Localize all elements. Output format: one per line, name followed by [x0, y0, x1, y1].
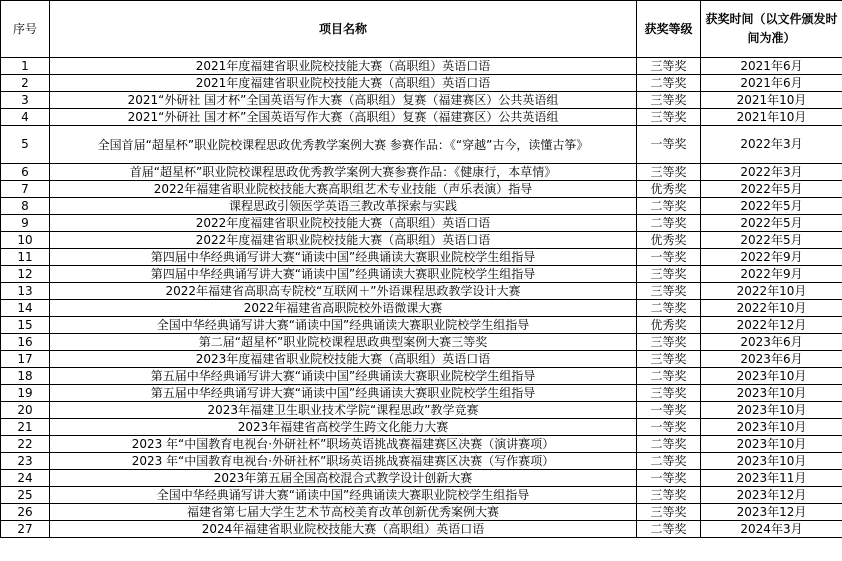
- row-date: 2023年12月: [701, 504, 842, 521]
- row-date: 2023年6月: [701, 334, 842, 351]
- row-date: 2022年12月: [701, 317, 842, 334]
- row-date: 2021年10月: [701, 109, 842, 126]
- table-row: [1, 266, 842, 283]
- table-row: [1, 453, 842, 470]
- row-level: 三等奖: [637, 504, 701, 521]
- row-date: 2022年5月: [701, 232, 842, 249]
- row-index: 6: [1, 164, 50, 181]
- row-index: 12: [1, 266, 50, 283]
- row-project: 全国中华经典诵写讲大赛“诵读中国”经典诵读大赛职业院校学生组指导: [50, 487, 637, 504]
- row-project: 第五届中华经典诵写讲大赛“诵读中国”经典诵读大赛职业院校学生组指导: [50, 368, 637, 385]
- table-row: [1, 198, 842, 215]
- row-index: 23: [1, 453, 50, 470]
- row-project: 2023年福建卫生职业技术学院“课程思政”教学竞赛: [50, 402, 637, 419]
- row-project: 2023年第五届全国高校混合式教学设计创新大赛: [50, 470, 637, 487]
- row-date: 2023年11月: [701, 470, 842, 487]
- row-level: 二等奖: [637, 75, 701, 92]
- header-index: 序号: [1, 1, 50, 58]
- table-row: [1, 126, 842, 164]
- row-date: 2024年3月: [701, 521, 842, 538]
- row-index: 11: [1, 249, 50, 266]
- row-project: 全国首届“超星杯”职业院校课程思政优秀教学案例大赛 参赛作品：《“穿越”古今，读懂古筝》: [50, 126, 637, 164]
- table-row: [1, 249, 842, 266]
- row-index: 1: [1, 58, 50, 75]
- row-project: 2024年福建省职业院校技能大赛（高职组）英语口语: [50, 521, 637, 538]
- table-row: [1, 504, 842, 521]
- row-date: 2023年10月: [701, 419, 842, 436]
- row-level: 三等奖: [637, 385, 701, 402]
- table-row: [1, 215, 842, 232]
- row-index: 14: [1, 300, 50, 317]
- row-project: 2023年福建省高校学生跨文化能力大赛: [50, 419, 637, 436]
- table-row: [1, 92, 842, 109]
- header-level: 获奖等级: [637, 1, 701, 58]
- row-project: 2021“外研社 国才杯”全国英语写作大赛（高职组）复赛（福建赛区）公共英语组: [50, 92, 637, 109]
- row-level: 三等奖: [637, 58, 701, 75]
- table-row: [1, 109, 842, 126]
- row-index: 26: [1, 504, 50, 521]
- table-row: [1, 521, 842, 538]
- row-date: 2022年3月: [701, 164, 842, 181]
- table-body: [1, 58, 842, 538]
- table-row: [1, 419, 842, 436]
- row-date: 2022年10月: [701, 300, 842, 317]
- row-date: 2022年9月: [701, 266, 842, 283]
- row-level: 二等奖: [637, 453, 701, 470]
- row-index: 8: [1, 198, 50, 215]
- row-date: 2021年6月: [701, 58, 842, 75]
- row-date: 2022年5月: [701, 215, 842, 232]
- table-row: [1, 402, 842, 419]
- table-row: [1, 436, 842, 453]
- row-level: 二等奖: [637, 436, 701, 453]
- table-row: [1, 368, 842, 385]
- row-level: 二等奖: [637, 198, 701, 215]
- row-index: 25: [1, 487, 50, 504]
- table-row: [1, 351, 842, 368]
- row-project: 2023年度福建省职业院校技能大赛（高职组）英语口语: [50, 351, 637, 368]
- row-date: 2022年9月: [701, 249, 842, 266]
- table-row: [1, 58, 842, 75]
- row-project: 2022年福建省高职高专院校“互联网＋”外语课程思政教学设计大赛: [50, 283, 637, 300]
- row-index: 2: [1, 75, 50, 92]
- table-row: [1, 75, 842, 92]
- row-index: 10: [1, 232, 50, 249]
- row-index: 27: [1, 521, 50, 538]
- table-row: [1, 300, 842, 317]
- row-level: 优秀奖: [637, 317, 701, 334]
- table-row: [1, 283, 842, 300]
- row-date: 2023年10月: [701, 436, 842, 453]
- table-row: [1, 487, 842, 504]
- row-index: 13: [1, 283, 50, 300]
- row-project: 2023 年“中国教育电视台·外研社杯”职场英语挑战赛福建赛区决赛（演讲赛项）: [50, 436, 637, 453]
- row-project: 2023 年“中国教育电视台·外研社杯”职场英语挑战赛福建赛区决赛（写作赛项）: [50, 453, 637, 470]
- row-date: 2021年6月: [701, 75, 842, 92]
- row-index: 5: [1, 126, 50, 164]
- row-index: 24: [1, 470, 50, 487]
- row-level: 三等奖: [637, 351, 701, 368]
- row-project: 2022年度福建省职业院校技能大赛（高职组）英语口语: [50, 215, 637, 232]
- row-level: 一等奖: [637, 126, 701, 164]
- row-level: 一等奖: [637, 402, 701, 419]
- row-index: 15: [1, 317, 50, 334]
- row-project: 首届“超星杯”职业院校课程思政优秀教学案例大赛参赛作品：《健康行，本草情》: [50, 164, 637, 181]
- row-project: 第二届“超星杯”职业院校课程思政典型案例大赛三等奖: [50, 334, 637, 351]
- row-index: 16: [1, 334, 50, 351]
- row-project: 第四届中华经典诵写讲大赛“诵读中国”经典诵读大赛职业院校学生组指导: [50, 266, 637, 283]
- row-index: 3: [1, 92, 50, 109]
- row-project: 第五届中华经典诵写讲大赛“诵读中国”经典诵读大赛职业院校学生组指导: [50, 385, 637, 402]
- row-date: 2022年10月: [701, 283, 842, 300]
- row-level: 三等奖: [637, 164, 701, 181]
- row-level: 三等奖: [637, 266, 701, 283]
- row-date: 2022年3月: [701, 126, 842, 164]
- row-level: 一等奖: [637, 470, 701, 487]
- row-project: 2021“外研社 国才杯”全国英语写作大赛（高职组）复赛（福建赛区）公共英语组: [50, 109, 637, 126]
- row-project: 全国中华经典诵写讲大赛“诵读中国”经典诵读大赛职业院校学生组指导: [50, 317, 637, 334]
- row-project: 课程思政引领医学英语三教改革探索与实践: [50, 198, 637, 215]
- row-date: 2022年5月: [701, 198, 842, 215]
- row-date: 2023年10月: [701, 385, 842, 402]
- row-level: 二等奖: [637, 215, 701, 232]
- row-level: 三等奖: [637, 487, 701, 504]
- table-row: [1, 317, 842, 334]
- row-project: 2021年度福建省职业院校技能大赛（高职组）英语口语: [50, 58, 637, 75]
- row-date: 2022年5月: [701, 181, 842, 198]
- row-index: 4: [1, 109, 50, 126]
- row-level: 二等奖: [637, 521, 701, 538]
- row-index: 22: [1, 436, 50, 453]
- row-index: 21: [1, 419, 50, 436]
- row-level: 一等奖: [637, 419, 701, 436]
- row-project: 福建省第七届大学生艺术节高校美育改革创新优秀案例大赛: [50, 504, 637, 521]
- row-level: 三等奖: [637, 109, 701, 126]
- row-level: 优秀奖: [637, 181, 701, 198]
- row-level: 三等奖: [637, 334, 701, 351]
- row-project: 2021年度福建省职业院校技能大赛（高职组）英语口语: [50, 75, 637, 92]
- row-level: 二等奖: [637, 368, 701, 385]
- row-date: 2023年12月: [701, 487, 842, 504]
- header-project: 项目名称: [50, 1, 637, 58]
- row-index: 7: [1, 181, 50, 198]
- header-row: [1, 1, 842, 58]
- row-date: 2023年10月: [701, 402, 842, 419]
- table-row: [1, 385, 842, 402]
- table-row: [1, 164, 842, 181]
- row-index: 20: [1, 402, 50, 419]
- row-project: 第四届中华经典诵写讲大赛“诵读中国”经典诵读大赛职业院校学生组指导: [50, 249, 637, 266]
- row-level: 二等奖: [637, 300, 701, 317]
- row-date: 2023年10月: [701, 368, 842, 385]
- table-row: [1, 232, 842, 249]
- table-row: [1, 470, 842, 487]
- table-row: [1, 181, 842, 198]
- row-date: 2023年10月: [701, 453, 842, 470]
- row-project: 2022年福建省职业院校技能大赛高职组艺术专业技能（声乐表演）指导: [50, 181, 637, 198]
- row-index: 9: [1, 215, 50, 232]
- row-project: 2022年度福建省职业院校技能大赛（高职组）英语口语: [50, 232, 637, 249]
- row-index: 18: [1, 368, 50, 385]
- row-level: 三等奖: [637, 283, 701, 300]
- row-date: 2021年10月: [701, 92, 842, 109]
- row-level: 优秀奖: [637, 232, 701, 249]
- row-index: 19: [1, 385, 50, 402]
- row-date: 2023年6月: [701, 351, 842, 368]
- row-level: 三等奖: [637, 92, 701, 109]
- row-project: 2022年福建省高职院校外语微课大赛: [50, 300, 637, 317]
- row-level: 一等奖: [637, 249, 701, 266]
- table-row: [1, 334, 842, 351]
- row-index: 17: [1, 351, 50, 368]
- header-date: 获奖时间（以文件颁发时间为准）: [701, 1, 842, 58]
